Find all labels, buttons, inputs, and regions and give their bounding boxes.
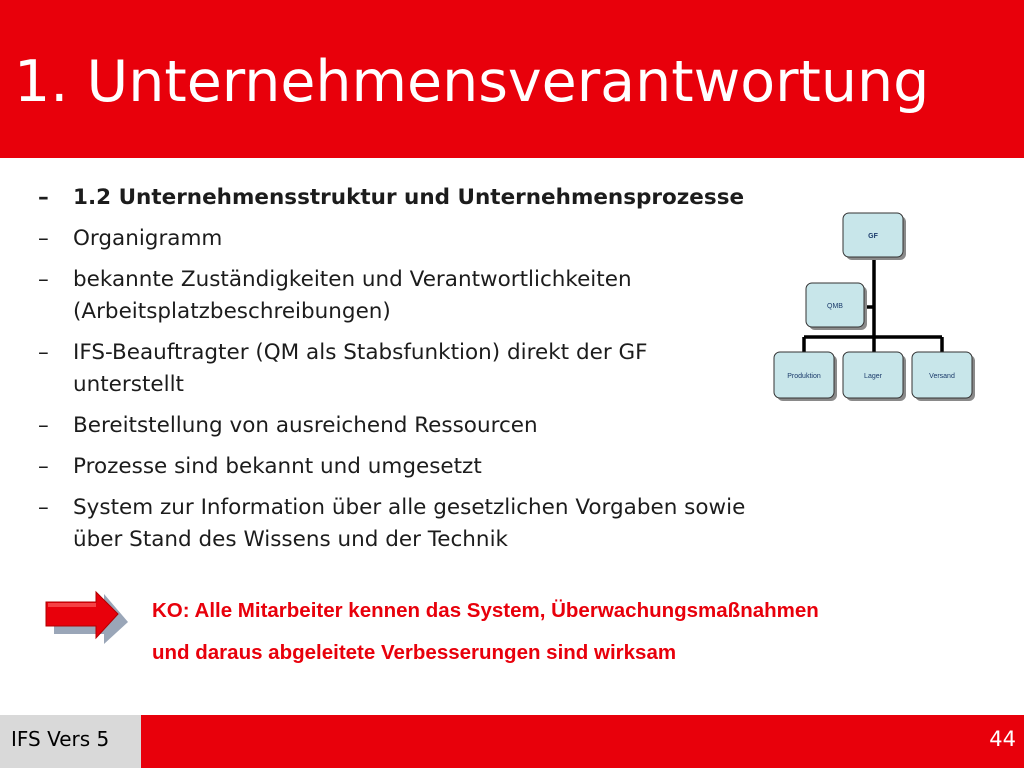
org-label-gf: GF (868, 233, 878, 240)
bullet-item (38, 264, 818, 328)
slide-title: 1. Unternehmensverantwortung (14, 49, 930, 115)
bullet-item (38, 337, 818, 401)
bullet-item (38, 451, 818, 483)
bullet-text: System zur Information über alle gesetzlichen Vorgaben sowie über Stand des Wissens und der Technik (73, 495, 746, 552)
bullet-text: Bereitstellung von ausreichend Ressourcen (73, 413, 538, 438)
bullet-text: bekannte Zuständigkeiten und Verantwortlichkeiten (Arbeitsplatzbeschreibungen) (73, 267, 632, 324)
org-label-versand: Versand (929, 373, 955, 380)
org-label-lager: Lager (864, 373, 882, 380)
footer-version-box (0, 715, 141, 768)
footer-bar (141, 715, 1024, 768)
org-chart-svg (770, 206, 980, 406)
title-bar (0, 0, 1024, 158)
bullet-text: IFS-Beauftragter (QM als Stabsfunktion) direkt der GF unterstellt (73, 340, 648, 397)
bullet-text: Organigramm (73, 226, 223, 251)
bullet-item (38, 492, 818, 556)
bullet-text: 1.2 Unternehmensstruktur und Unternehmensprozesse (73, 185, 745, 210)
bullet-marker: – (38, 226, 49, 251)
bullet-text: Prozesse sind bekannt und umgesetzt (73, 454, 482, 479)
bullet-marker: – (38, 413, 49, 438)
org-chart (770, 206, 980, 406)
bullet-marker: – (38, 267, 49, 292)
bullet-item (38, 223, 818, 255)
arrow-highlight (48, 603, 96, 607)
footer-version: IFS Vers 5 (11, 727, 110, 751)
ko-line-2: und daraus abgeleitete Verbesserungen sind wirksam (152, 641, 677, 664)
bullet-marker: – (38, 340, 49, 365)
bullet-marker: – (38, 185, 49, 210)
ko-statement (152, 590, 1012, 674)
org-label-produktion: Produktion (787, 373, 821, 380)
page-number: 44 (989, 727, 1016, 751)
bullet-item (38, 182, 818, 214)
bullet-marker: – (38, 454, 49, 479)
org-label-qmb: QMB (827, 303, 843, 310)
bullet-item (38, 410, 818, 442)
bullet-list (38, 182, 818, 565)
ko-line-1: KO: Alle Mitarbeiter kennen das System, Überwachungsmaßnahmen (152, 599, 819, 622)
right-arrow-icon (40, 590, 132, 648)
bullet-marker: – (38, 495, 49, 520)
